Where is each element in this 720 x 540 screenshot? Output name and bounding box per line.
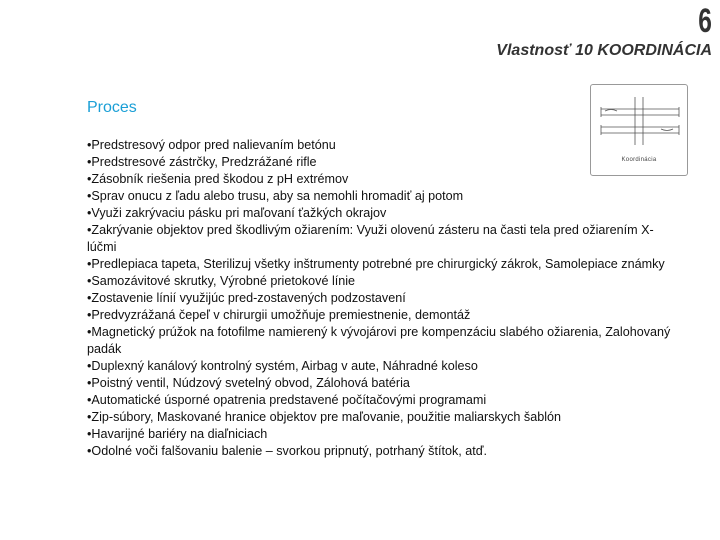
list-item: •Predvyzrážaná čepeľ v chirurgii umožňuje premiestnenie, demontáž <box>87 308 471 322</box>
list-item: •Automatické úsporné opatrenia predstavené počítačovými programami <box>87 393 487 407</box>
list-item: •Sprav onucu z ľadu alebo trusu, aby sa nemohli hromadiť aj potom <box>87 189 464 203</box>
bullet-list <box>87 137 677 460</box>
list-item: •Magnetický prúžok na fotofilme namierený k vývojárovi pre kompenzáciu slabého ožiarenia, Zalohovaný padák <box>87 325 671 356</box>
list-item: •Využi zakrývaciu pásku pri maľovaní ťažkých okrajov <box>87 206 387 220</box>
slide-title: Vlastnosť 10 KOORDINÁCIA <box>496 42 712 59</box>
list-item: •Poistný ventil, Núdzový svetelný obvod, Zálohová batéria <box>87 376 410 390</box>
figure-caption: Koordinácia <box>621 157 657 163</box>
list-item: •Zip-súbory, Maskované hranice objektov pre maľovanie, použitie maliarskych šablón <box>87 410 562 424</box>
list-item: •Predstresové zástrčky, Predzrážané rifle <box>87 155 317 169</box>
list-item: •Zakrývanie objektov pred škodlivým ožiarením: Využi olovenú zásteru na časti tela pred ožiarením X-lúčmi <box>87 223 654 254</box>
list-item: •Havarijné bariéry na diaľniciach <box>87 427 268 441</box>
slide-number: 6 <box>698 2 712 40</box>
list-item: •Predlepiaca tapeta, Sterilizuj všetky inštrumenty potrebné pre chirurgický zákrok, Samolepiace známky <box>87 257 665 271</box>
list-item: •Samozávitové skrutky, Výrobné prietokové línie <box>87 274 356 288</box>
list-item: •Zostavenie línií využijúc pred-zostavených podzostavení <box>87 291 406 305</box>
list-item: •Odolné voči falšovaniu balenie – svorkou pripnutý, potrhaný štítok, atď. <box>87 444 487 458</box>
list-item: •Duplexný kanálový kontrolný systém, Airbag v aute, Náhradné koleso <box>87 359 478 373</box>
section-heading: Proces <box>87 99 137 116</box>
list-item: •Zásobník riešenia pred škodou z pH extrémov <box>87 172 349 186</box>
list-item: •Predstresový odpor pred nalievaním betónu <box>87 138 336 152</box>
